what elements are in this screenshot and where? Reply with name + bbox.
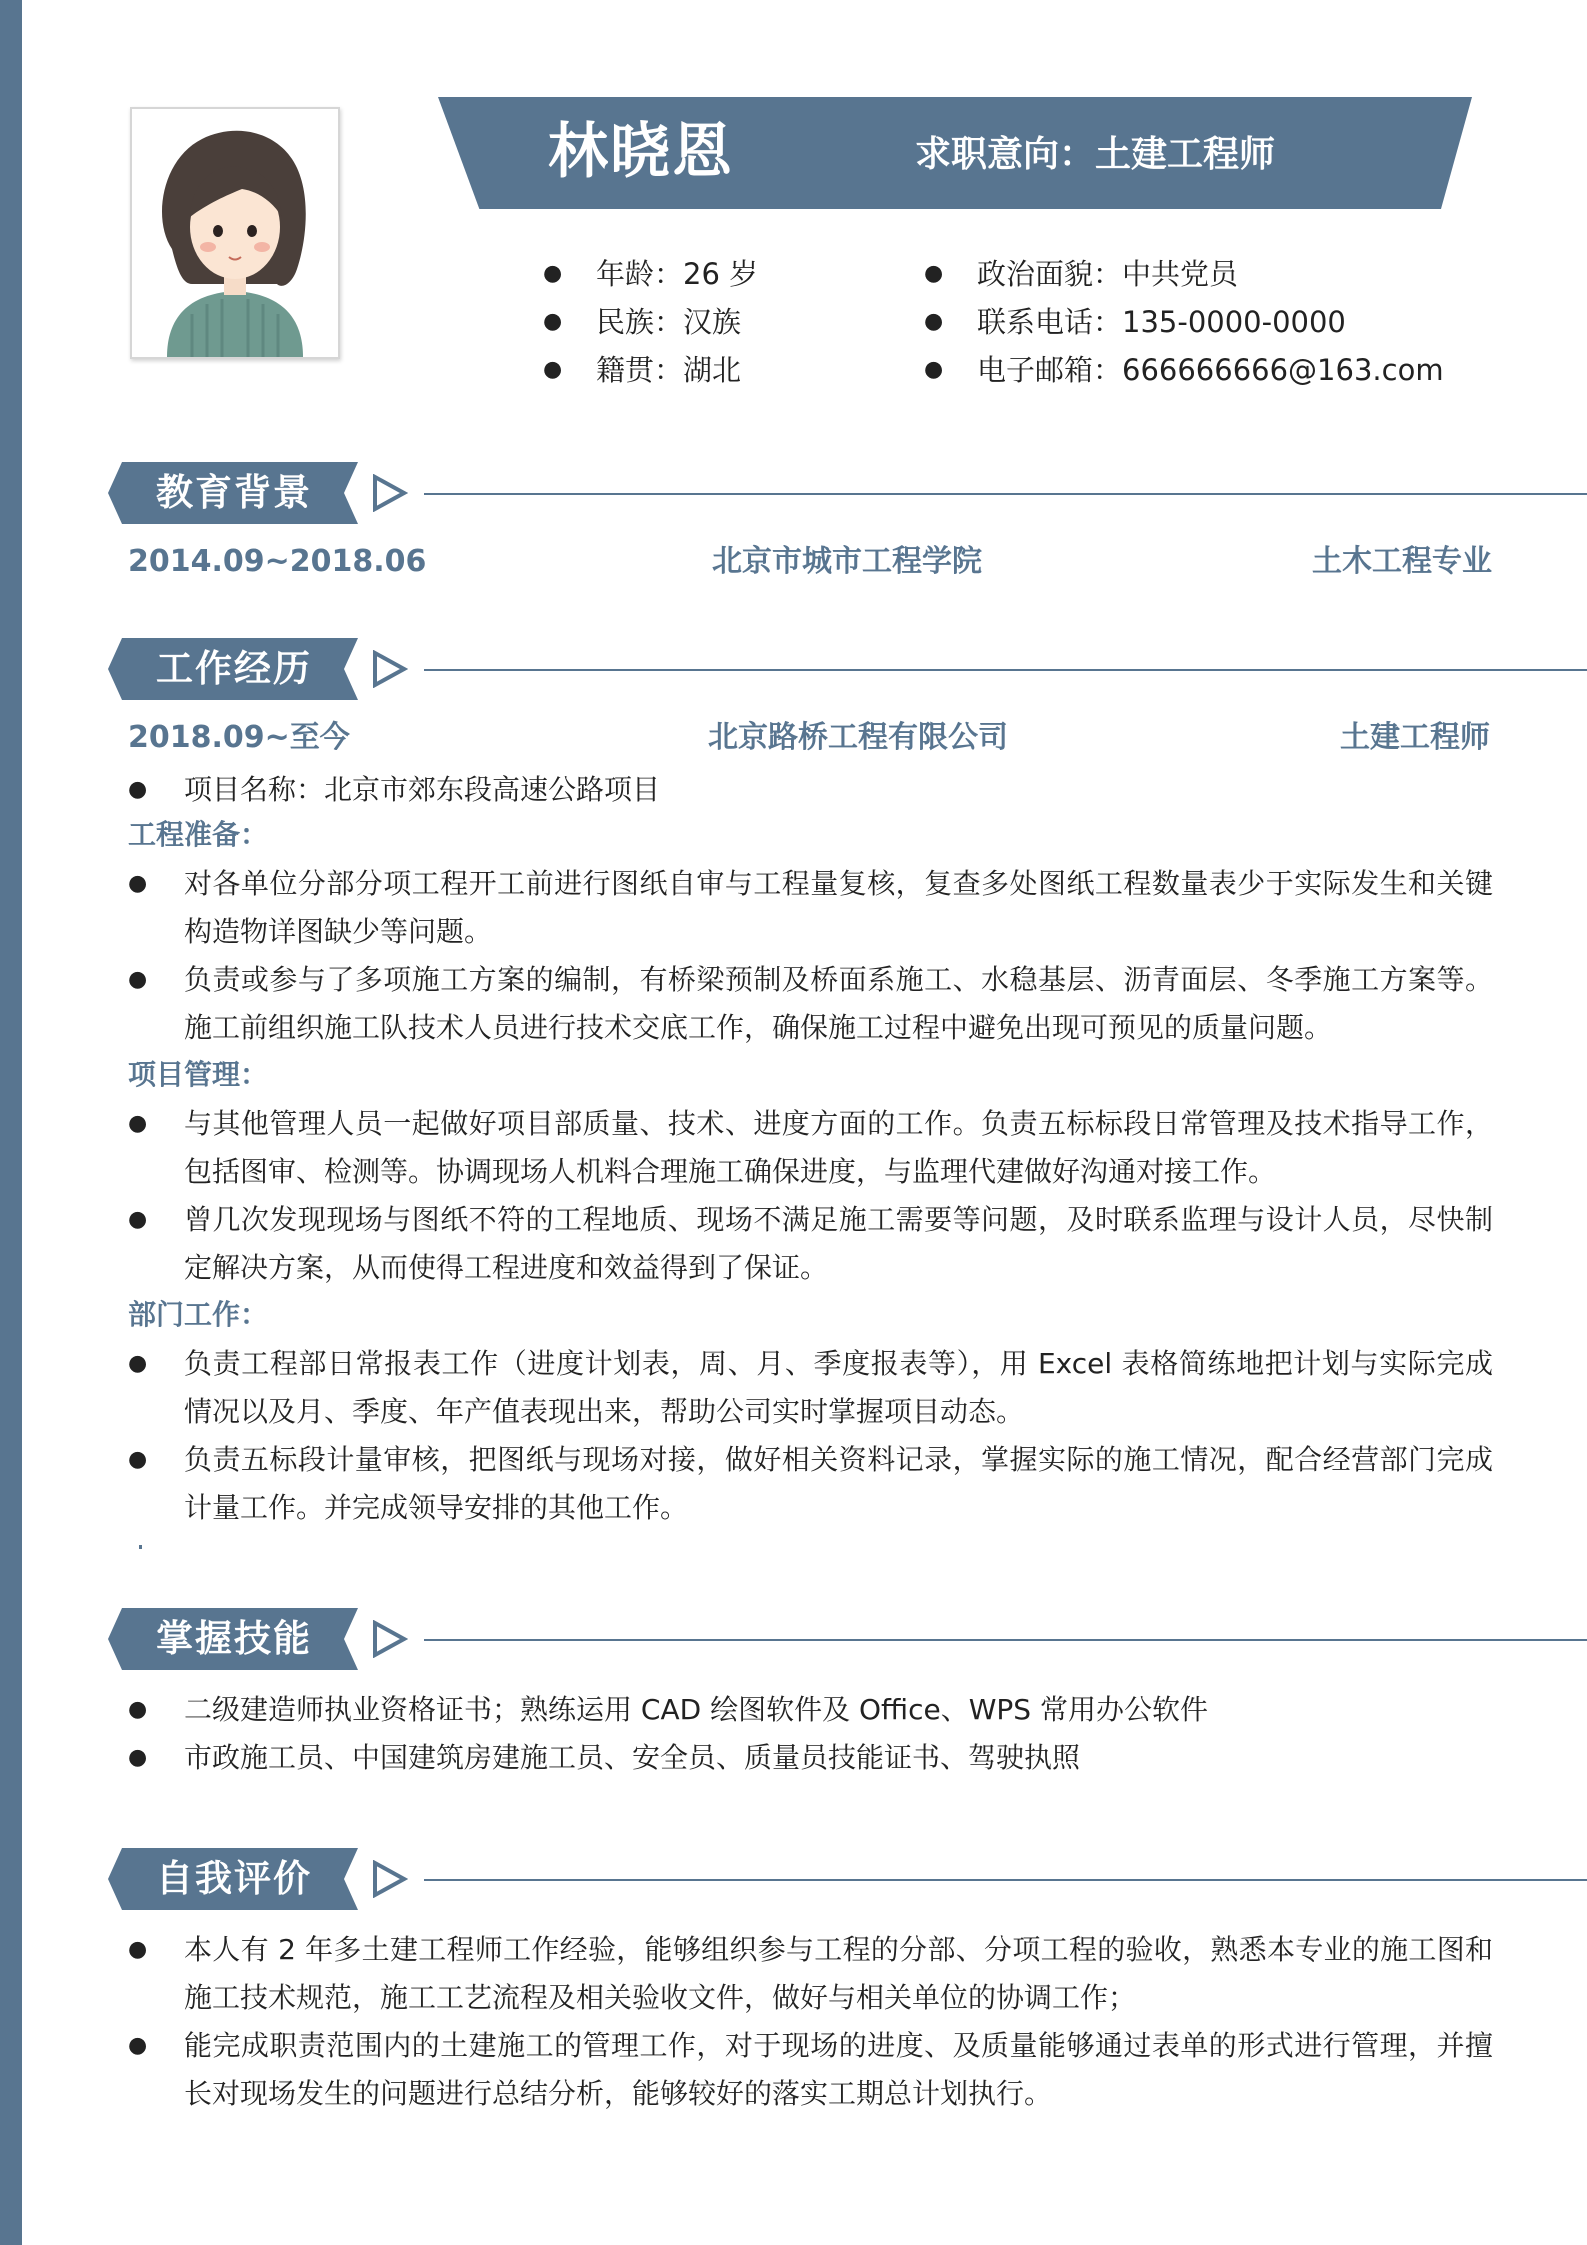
list-item bbox=[128, 1686, 1493, 1734]
bullet-icon: ● bbox=[128, 777, 148, 802]
info-phone bbox=[924, 302, 1346, 342]
section-title: 掌握技能 bbox=[156, 1617, 312, 1660]
skill-text: 二级建造师执业资格证书；熟练运用 CAD 绘图软件及 Office、WPS 常用办公软件 bbox=[184, 1693, 1208, 1726]
section-header-skills bbox=[108, 1608, 1493, 1670]
mgmt-text: 与其他管理人员一起做好项目部质量、技术、进度方面的工作。负责五标标段日常管理及技术指导工作，包括图审、检测等。协调现场人机料合理施工确保进度，与监理代建做好沟通对接工作。 bbox=[184, 1107, 1493, 1188]
section-header-self bbox=[108, 1848, 1493, 1910]
list-item bbox=[128, 1734, 1493, 1782]
work-role: 土建工程师 bbox=[1340, 720, 1490, 755]
bullet-icon: ● bbox=[128, 1937, 148, 1962]
avatar-illustration bbox=[132, 109, 338, 357]
bullet-icon: ● bbox=[128, 1447, 148, 1472]
info-phone-text: 联系电话：135-0000-0000 bbox=[977, 305, 1346, 339]
section-header-work bbox=[108, 638, 1493, 700]
bullet-icon: ● bbox=[128, 1745, 148, 1770]
left-accent-bar bbox=[0, 0, 22, 2245]
prep-text: 对各单位分部分项工程开工前进行图纸自审与工程量复核，复查多处图纸工程数量表少于实际发生和关键构造物详图缺少等问题。 bbox=[184, 867, 1493, 948]
bullet-icon: ● bbox=[543, 261, 563, 286]
list-item bbox=[128, 1436, 1493, 1532]
section-title: 工作经历 bbox=[156, 647, 312, 690]
list-item bbox=[128, 1340, 1493, 1436]
education-school: 北京市城市工程学院 bbox=[712, 544, 982, 579]
info-age-text: 年龄：26 岁 bbox=[596, 257, 759, 291]
triangle-arrow-icon bbox=[372, 650, 408, 688]
list-item bbox=[128, 1100, 1493, 1196]
section-divider bbox=[424, 1639, 1587, 1641]
subheading-dept: 部门工作： bbox=[128, 1298, 269, 1331]
self-text: 能完成职责范围内的土建施工的管理工作，对于现场的进度、及质量能够通过表单的形式进行管理，并擅长对现场发生的问题进行总结分析，能够较好的落实工期总计划执行。 bbox=[184, 2029, 1493, 2110]
bullet-icon: ● bbox=[128, 1207, 148, 1232]
info-origin-text: 籍贯：湖北 bbox=[596, 353, 742, 387]
info-politics bbox=[924, 254, 1239, 294]
subheading-prep: 工程准备： bbox=[128, 818, 269, 851]
education-major: 土木工程专业 bbox=[1312, 544, 1492, 579]
section-header-education bbox=[108, 462, 1493, 524]
info-ethnicity-text: 民族：汉族 bbox=[596, 305, 742, 339]
bullet-icon: ● bbox=[924, 261, 944, 286]
bullet-icon: ● bbox=[128, 1351, 148, 1376]
bullet-icon: ● bbox=[924, 357, 944, 382]
skill-text: 市政施工员、中国建筑房建施工员、安全员、质量员技能证书、驾驶执照 bbox=[184, 1741, 1081, 1774]
info-email bbox=[924, 350, 1444, 390]
dept-text: 负责五标段计量审核，把图纸与现场对接，做好相关资料记录，掌握实际的施工情况，配合经营部门完成计量工作。并完成领导安排的其他工作。 bbox=[184, 1443, 1493, 1524]
list-item bbox=[128, 2022, 1493, 2118]
bullet-icon: ● bbox=[924, 309, 944, 334]
list-item bbox=[128, 766, 1493, 814]
list-item bbox=[128, 1196, 1493, 1292]
list-item bbox=[128, 956, 1493, 1052]
list-item bbox=[128, 860, 1493, 956]
mgmt-text: 曾几次发现现场与图纸不符的工程地质、现场不满足施工需要等问题，及时联系监理与设计人员，尽快制定解决方案，从而使得工程进度和效益得到了保证。 bbox=[184, 1203, 1493, 1284]
work-period: 2018.09~至今 bbox=[128, 720, 350, 755]
bullet-icon: ● bbox=[543, 357, 563, 382]
section-divider bbox=[424, 493, 1587, 495]
section-title: 教育背景 bbox=[156, 471, 312, 514]
work-project: 项目名称：北京市郊东段高速公路项目 bbox=[184, 773, 661, 806]
self-text: 本人有 2 年多土建工程师工作经验，能够组织参与工程的分部、分项工程的验收，熟悉本专业的施工图和施工技术规范，施工工艺流程及相关验收文件，做好与相关单位的协调工作； bbox=[184, 1933, 1493, 2014]
section-title: 自我评价 bbox=[156, 1857, 312, 1900]
avatar-photo bbox=[130, 107, 340, 359]
section-divider bbox=[424, 1879, 1587, 1881]
subheading-mgmt: 项目管理： bbox=[128, 1058, 269, 1091]
job-intent: 求职意向：土建工程师 bbox=[915, 134, 1276, 175]
triangle-arrow-icon bbox=[372, 474, 408, 512]
education-period: 2014.09~2018.06 bbox=[128, 544, 427, 579]
prep-text: 负责或参与了多项施工方案的编制，有桥梁预制及桥面系施工、水稳基层、沥青面层、冬季施工方案等。施工前组织施工队技术人员进行技术交底工作，确保施工过程中避免出现可预见的质量问题。 bbox=[184, 963, 1493, 1044]
bullet-icon: ● bbox=[543, 309, 563, 334]
info-ethnicity bbox=[543, 302, 742, 342]
info-age bbox=[543, 254, 759, 294]
triangle-arrow-icon bbox=[372, 1620, 408, 1658]
bullet-icon: ● bbox=[128, 967, 148, 992]
triangle-arrow-icon bbox=[372, 1860, 408, 1898]
info-origin bbox=[543, 350, 742, 390]
info-politics-text: 政治面貌：中共党员 bbox=[977, 257, 1239, 291]
bullet-icon: ● bbox=[128, 2033, 148, 2058]
info-email-text: 电子邮箱：666666666@163.com bbox=[977, 353, 1444, 387]
bullet-icon: ● bbox=[128, 1697, 148, 1722]
section-divider bbox=[424, 669, 1587, 671]
candidate-name: 林晓恩 bbox=[548, 117, 734, 187]
dept-text: 负责工程部日常报表工作（进度计划表，周、月、季度报表等），用 Excel 表格简练地把计划与实际完成情况以及月、季度、年产值表现出来，帮助公司实时掌握项目动态。 bbox=[184, 1347, 1493, 1428]
bullet-icon: ● bbox=[128, 1111, 148, 1136]
list-item bbox=[128, 1926, 1493, 2022]
paragraph-mark bbox=[139, 1545, 142, 1549]
work-company: 北京路桥工程有限公司 bbox=[708, 720, 1008, 755]
bullet-icon: ● bbox=[128, 871, 148, 896]
